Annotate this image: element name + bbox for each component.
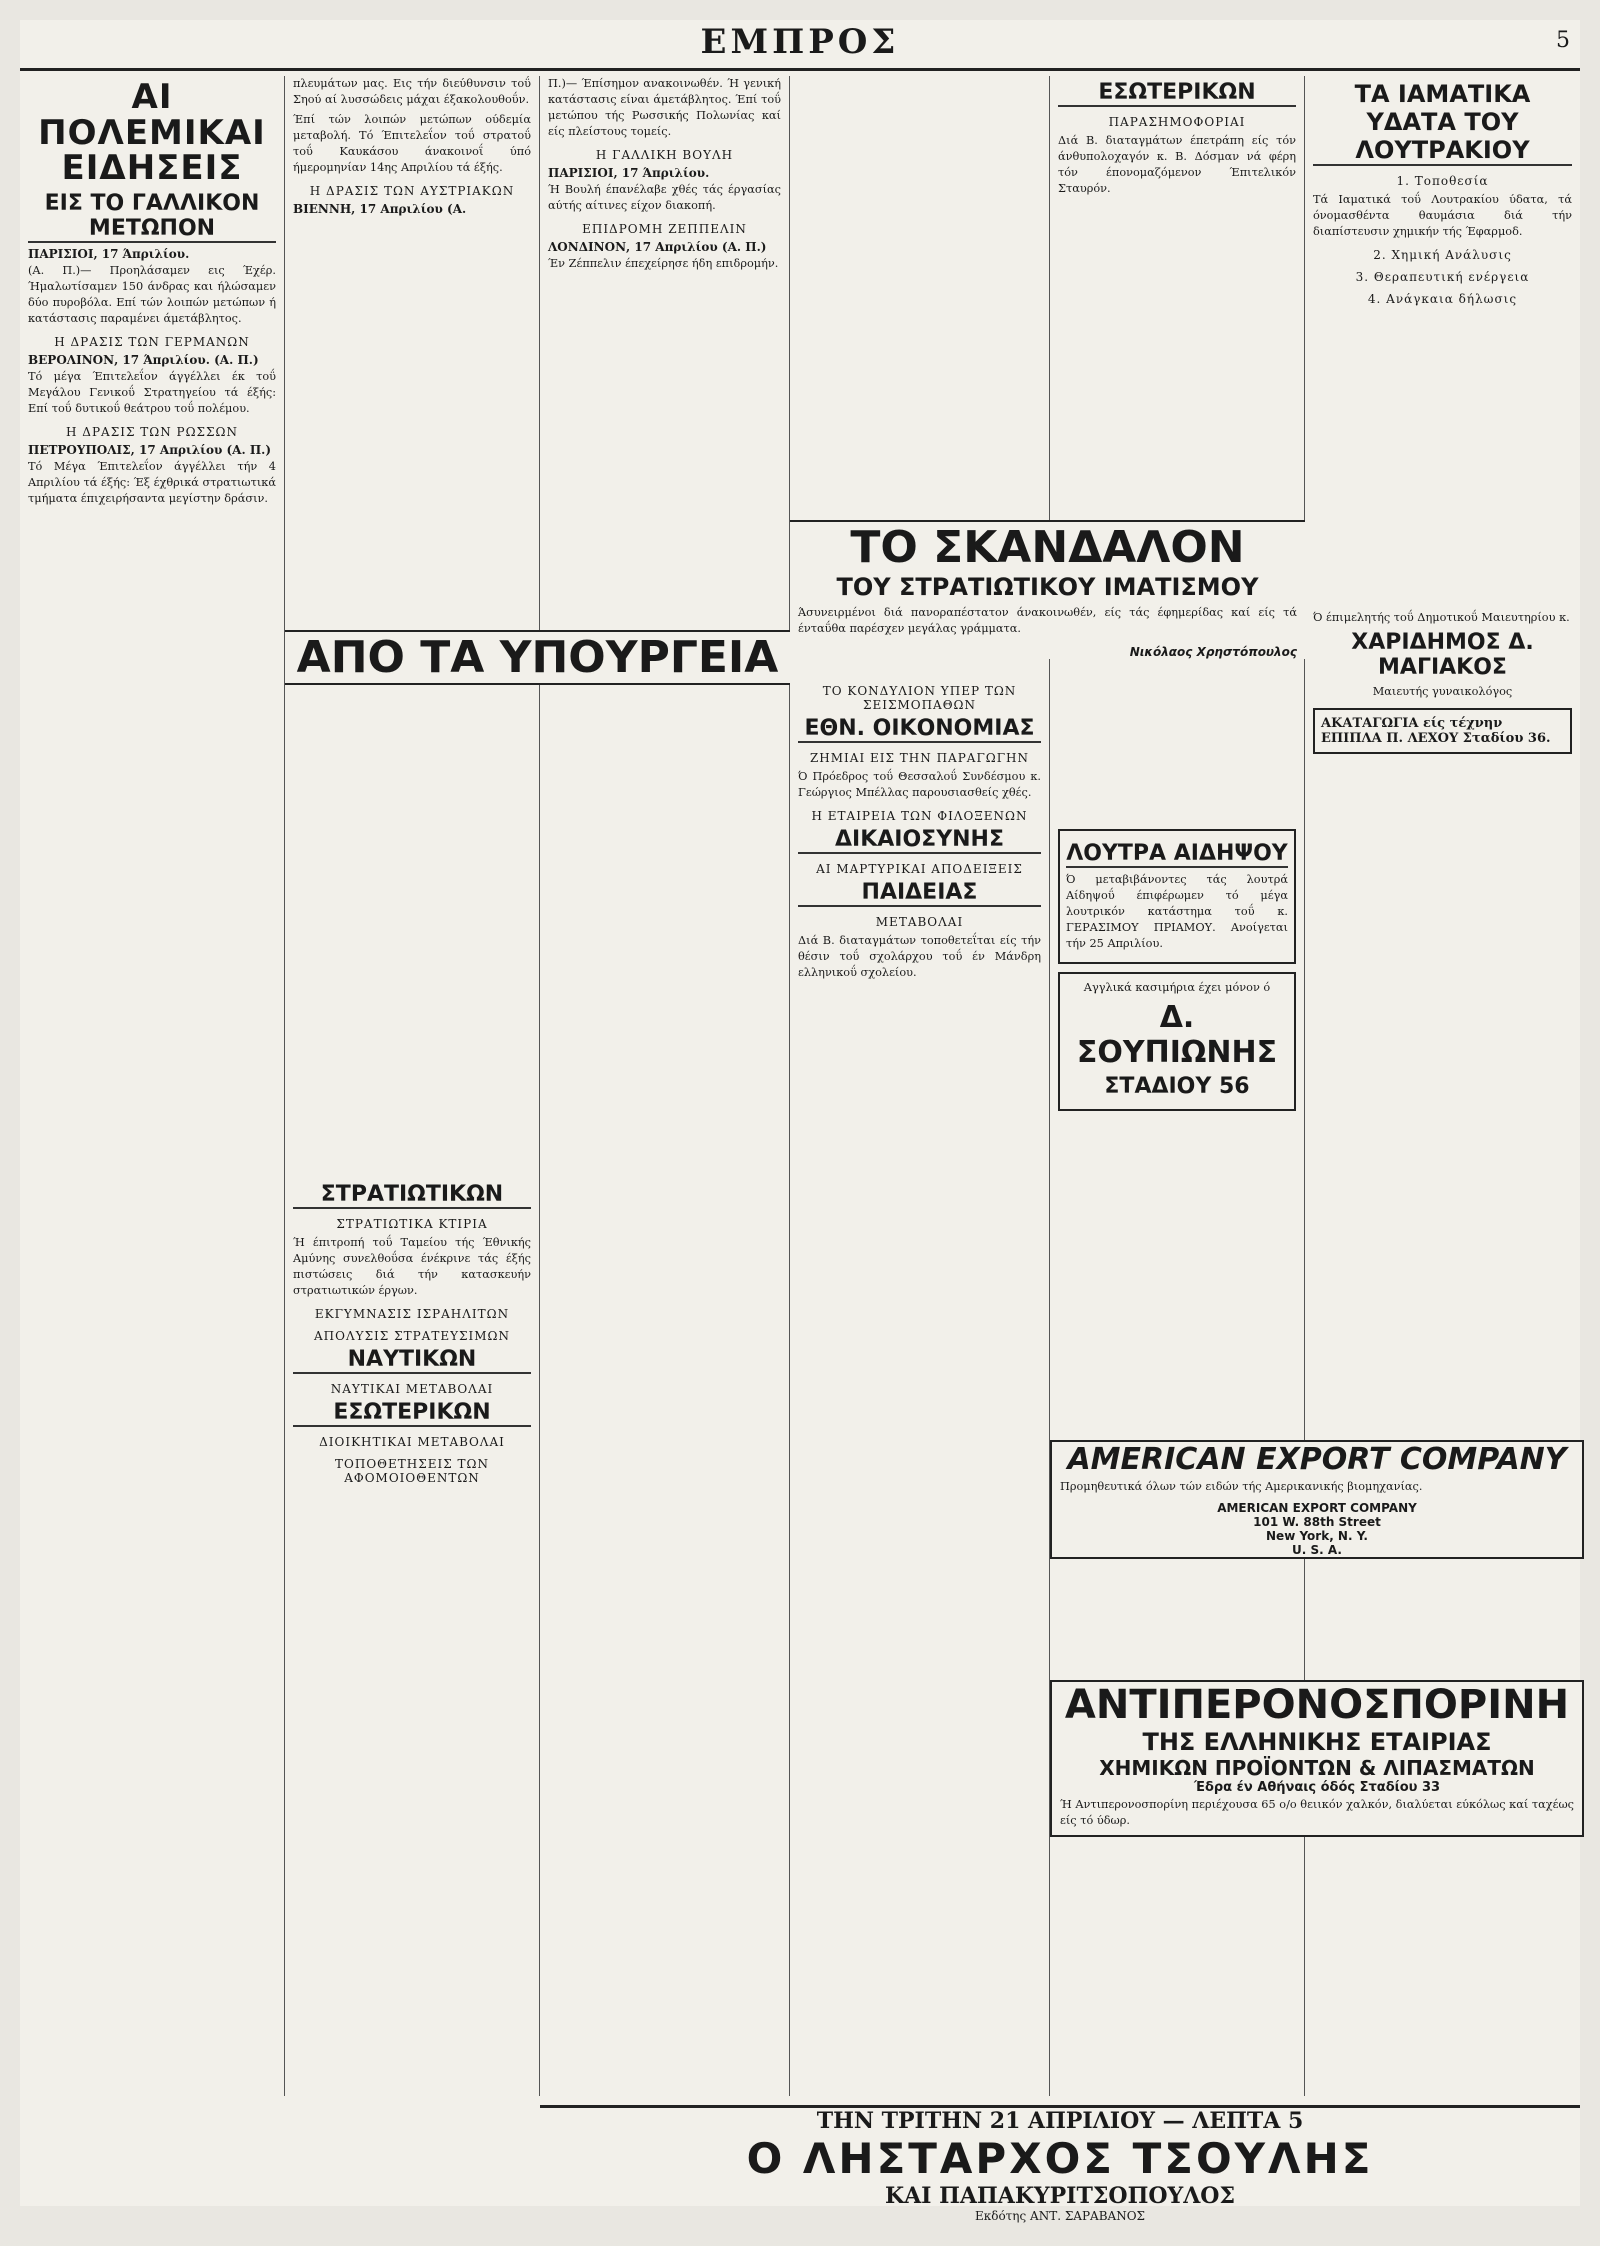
ad-sub: ΧΗΜΙΚΩΝ ΠΡΟΪΟΝΤΩΝ & ΛΙΠΑΣΜΑΤΩΝ [1099,1756,1535,1780]
ministry-section: ΕΣΩΤΕΡΙΚΩΝ [293,1400,531,1427]
article-text: Διά Β. διαταγμάτων έπετράπη είς τόν άνθυπολοχαγόν κ. Β. Δόσμαν νά φέρη τόν έπονομαζόμενον Έπιτελικόν Σταυρόν. [1058,134,1296,196]
loutra-ad [1058,829,1296,964]
section-heading: Η ΔΡΑΣΙΣ ΤΩΝ ΓΕΡΜΑΝΩΝ [54,335,250,350]
section-heading: Η ΔΡΑΣΙΣ ΤΩΝ ΡΩΣΣΩΝ [66,425,238,440]
ad-title: ΛΟΥΤΡΑ ΑΙΔΗΨΟΥ [1066,841,1288,867]
war-news-headline: ΑΙ ΠΟΛΕΜΙΚΑΙ ΕΙΔΗΣΕΙΣ [38,77,266,189]
footer-line: ΤΗΝ ΤΡΙΤΗΝ 21 ΑΠΡΙΛΙΟΥ — ΛΕΠΤΑ 5 [816,2108,1304,2134]
article-text: Τά Ιαματικά τοΰ Λουτρακίου ύδατα, τά όνομασθέντα θαυμάσια διά τήν διαπίστευσιν χημικήν τής Έφαρμοδ. [1313,193,1572,239]
publisher-line: Εκδότης ΑΝΤ. ΣΑΡΑΒΑΝΟΣ [974,2209,1146,2223]
article-text: Ό Πρόεδρος τοΰ Θεσσαλοΰ Συνδέσμου κ. Γεώργιος Μπέλλας παρουσιασθείς χθές. [798,770,1041,800]
ministry-section: ΕΣΩΤΕΡΙΚΩΝ [1058,80,1296,107]
article-text: Ή έπιτροπή τοΰ Ταμείου τής Έθνικής Αμύνης συνελθοΰσα ένέκρινε τάς έξής πιστώσεις διά τήν κατασκευήν στρατιωτικών έργων. [293,1236,531,1298]
article-text: (Α. Π.)— Προηλάσαμεν εις Έχέρ. Ήμαλωτίσαμεν 150 άνδρας και ήλώσαμεν δύο πυροβόλα. Επί τών λοιπών μετώπων ή κατάστασις παραμένει άμετάβλητος. [28,264,276,326]
article-text: Π.)— Έπίσημον ανακοινωθέν. Ή γενική κατάστασις είναι άμετάβλητος. Έπί τοΰ μετώπου τής Ρωσσικής Πολωνίας καί είς πλείστους τομείς. [548,77,781,139]
akatagon-ad: ΑΚΑΤΑΓΩΓΙΑ είς τέχνην ΕΠΙΠΛΑ Π. ΛΕΧΟΥ Σταδίου 36. [1313,708,1572,754]
dateline: ΠΑΡΙΣΙΟΙ, 17 Άπριλίου. [28,247,190,262]
american-export-ad [1050,1440,1584,1559]
ad-address: New York, N. Y. [1266,1529,1368,1544]
subsection: 3. Θεραπευτική ενέργεια [1355,270,1530,285]
column-3 [540,76,790,2096]
scandal-block [790,520,1305,659]
scandal-text: Άσυνειρμένοι διά πανοραπέστατον άνακοινωθέν, είς τάς έφημερίδας καί είς τά ένταΰθα παρέσχεν μεγάλας γράμματα. [798,606,1297,636]
scandal-signature: Νικόλαος Χρηστόπουλος [1129,645,1297,660]
ministry-section: ΠΑΙΔΕΙΑΣ [798,880,1041,907]
ministries-headline: ΑΠΟ ΤΑ ΥΠΟΥΡΓΕΙΑ [285,630,790,685]
ministry-section: ΝΑΥΤΙΚΩΝ [293,1347,531,1374]
article-text: Διά Β. διαταγμάτων τοποθετεΐται είς τήν θέσιν τοΰ σχολάρχου τοΰ έν Μάνδρη ελληνικοΰ σχολείου. [798,934,1041,980]
subsection: 2. Χημική Ανάλυσις [1373,248,1512,263]
article-text: Τό μέγα Έπιτελεΐον άγγέλλει έκ τοΰ Μεγάλου Γενικοΰ Στρατηγείου τά έξής: Επί τοΰ δυτικοΰ θεάτρου τοΰ πολέμου. [28,370,276,416]
ad-title: AMERICAN EXPORT COMPANY [1067,1442,1567,1477]
antiperonospora-ad [1050,1680,1584,1837]
dateline: ΠΕΤΡΟΥΠΟΛΙΣ, 17 Απριλίου (Α. Π.) [28,443,272,458]
ad-name: Δ. ΣΟΥΠΙΩΝΗΣ [1076,1000,1278,1071]
soupionis-ad [1058,972,1296,1111]
subsection: 1. Τοποθεσία [1396,174,1489,188]
subsection: ΠΑΡΑΣΗΜΟΦΟΡΙΑΙ [1108,115,1246,129]
ad-line: Αγγλικά κασιμήρια έχει μόνον ό [1083,981,1271,995]
subsection: ΑΙ ΜΑΡΤΥΡΙΚΑΙ ΑΠΟΔΕΙΞΕΙΣ [816,862,1023,877]
column-4 [790,76,1050,2096]
signer-title: Μαιευτής γυναικολόγος [1372,685,1513,699]
ad-text: Προμηθευτικά όλων τών ειδών τής Αμερικανικής βιομηχανίας. [1060,1480,1423,1493]
subsection: ΝΑΥΤΙΚΑΙ ΜΕΤΑΒΟΛΑΙ [330,1382,494,1397]
ministry-section: ΔΙΚΑΙΟΣΥΝΗΣ [798,827,1041,854]
dateline: ΒΙΕΝΝΗ, 17 Απριλίου (Α. [293,202,467,217]
dateline: ΛΟΝΔΙΝΟΝ, 17 Απριλίου (Α. Π.) [548,240,767,255]
scandal-subhead: ΤΟΥ ΣΤΡΑΤΙΩΤΙΚΟΥ ΙΜΑΤΙΣΜΟΥ [836,573,1259,601]
subsection: ΖΗΜΙΑΙ ΕΙΣ ΤΗΝ ΠΑΡΑΓΩΓΗΝ [809,751,1030,765]
article-text: Ή Βουλή έπανέλαβε χθές τάς έργασίας αύτής αίτινες είχον διακοπή. [548,183,781,213]
iamatika-title: ΤΑ ΙΑΜΑΤΙΚΑ ΥΔΑΤΑ ΤΟΥ ΛΟΥΤΡΑΚΙΟΥ [1313,80,1572,166]
subsection: ΔΙΟΙΚΗΤΙΚΑΙ ΜΕΤΑΒΟΛΑΙ [319,1435,505,1450]
dateline: ΠΑΡΙΣΙΟΙ, 17 Άπριλίου. [548,166,710,181]
ad-text: Ό μεταβιβάνοντες τάς λουτρά Αίδηψοΰ έπιφέρωμεν τό μέγα λουτρικόν κατάστημα τοΰ κ. ΓΕΡΑΣΙΜΟΥ ΠΡΙΑΜΟΥ. Ανοίγεται τήν 25 Απριλίου. [1066,873,1288,951]
masthead [20,20,1580,71]
section-heading: ΕΠΙΔΡΟΜΗ ΖΕΠΠΕΛΙΝ [582,222,747,237]
ad-address: Έδρα έν Αθήναις όδός Σταδίου 33 [1193,1780,1441,1795]
subsection: ΕΚΓΥΜΝΑΣΙΣ ΙΣΡΑΗΛΙΤΩΝ [314,1307,510,1322]
article-text: Έν Ζέππελιν έπεχείρησε ήδη επιδρομήν. [548,257,779,271]
article-text: πλευμάτων μας. Εις τήν διεύθυνσιν τοΰ Σηού αί λυσσώδεις μάχαι έξακολουθοΰν. [293,77,531,107]
section-heading: Η ΓΑΛΛΙΚΗ ΒΟΥΛΗ [595,148,734,163]
ministry-section: ΕΘΝ. ΟΙΚΟΝΟΜΙΑΣ [798,716,1041,743]
column-2 [285,76,540,2096]
subsection: ΤΟΠΟΘΕΤΗΣΕΙΣ ΤΩΝ ΑΦΟΜΟΙΟΘΕΝΤΩΝ [335,1457,489,1486]
article-text: Τό Μέγα Έπιτελεΐον άγγέλλει τήν 4 Απριλίου τά έξής: Έξ έχθρικά στρατιωτικά τμήματα έπιχειρήσαντα μεγίστην δράσιν. [28,460,276,506]
dateline: ΒΕΡΟΛΙΝΟΝ, 17 Άπριλίου. (Α. Π.) [28,353,259,368]
footer-ad [540,2105,1580,2223]
ad-address: ΣΤΑΔΙΟΥ 56 [1104,1074,1250,1100]
ad-address: AMERICAN EXPORT COMPANY [1217,1501,1417,1516]
ad-address: U. S. A. [1292,1543,1342,1558]
scandal-headline: ΤΟ ΣΚΑΝΔΑΛΟΝ [850,522,1245,573]
section-heading: Η ΔΡΑΣΙΣ ΤΩΝ ΑΥΣΤΡΙΑΚΩΝ [309,184,515,199]
ad-address: 101 W. 88th Street [1253,1515,1381,1530]
subsection: ΣΤΡΑΤΙΩΤΙΚΑ ΚΤΙΡΙΑ [336,1217,488,1232]
subsection: ΤΟ ΚΟΝΔΥΛΙΟΝ ΥΠΕΡ ΤΩΝ ΣΕΙΣΜΟΠΑΘΩΝ [822,684,1017,712]
footer-line: ΚΑΙ ΠΑΠΑΚΥΡΙΤΣΟΠΟΥΛΟΣ [884,2183,1235,2209]
column-1 [20,76,285,2096]
french-front-subhead: ΕΙΣ ΤΟ ΓΑΛΛΙΚΟΝ ΜΕΤΩΠΟΝ [28,191,276,243]
signer-line: Ό έπιμελητής τοΰ Δημοτικοΰ Μαιευτηρίου κ. [1313,611,1570,625]
ministry-section: ΣΤΡΑΤΙΩΤΙΚΩΝ [293,1182,531,1209]
subsection: Η ΕΤΑΙΡΕΙΑ ΤΩΝ ΦΙΛΟΞΕΝΩΝ [811,809,1028,824]
ad-sub: ΤΗΣ ΕΛΛΗΝΙΚΗΣ ΕΤΑΙΡΙΑΣ [1142,1728,1492,1756]
article-text: Έπί τών λοιπών μετώπων ούδεμία μεταβολή. Τό Έπιτελεΐον τοΰ στρατοΰ τοΰ Καυκάσου άνακοινοΐ ύπό ήμερομηνίαν 14ης Απριλίου τά έξής. [293,113,531,175]
newspaper-title: ΕΜΠΡΟΣ [700,22,900,62]
subsection: ΜΕΤΑΒΟΛΑΙ [875,915,964,930]
signer-name: ΧΑΡΙΔΗΜΟΣ Δ. ΜΑΓΙΑΚΟΣ [1351,630,1534,681]
subsection: ΑΠΟΛΥΣΙΣ ΣΤΡΑΤΕΥΣΙΜΩΝ [314,1329,510,1344]
page-number: 5 [1556,28,1570,53]
newspaper-page [20,20,1580,2223]
ad-text: Ή Αντιπερονοσπορίνη περιέχουσα 65 ο/ο θειικόν χαλκόν, διαλύεται εύκόλως καί ταχέως είς τό ύδωρ. [1060,1798,1574,1828]
ad-title: ΑΝΤΙΠΕΡΟΝΟΣΠΟΡΙΝΗ [1064,1682,1570,1728]
footer-headline: Ο ΛΗΣΤΑΡΧΟΣ ΤΣΟΥΛΗΣ [746,2134,1374,2183]
subsection: 4. Ανάγκαια δήλωσις [1367,292,1518,307]
